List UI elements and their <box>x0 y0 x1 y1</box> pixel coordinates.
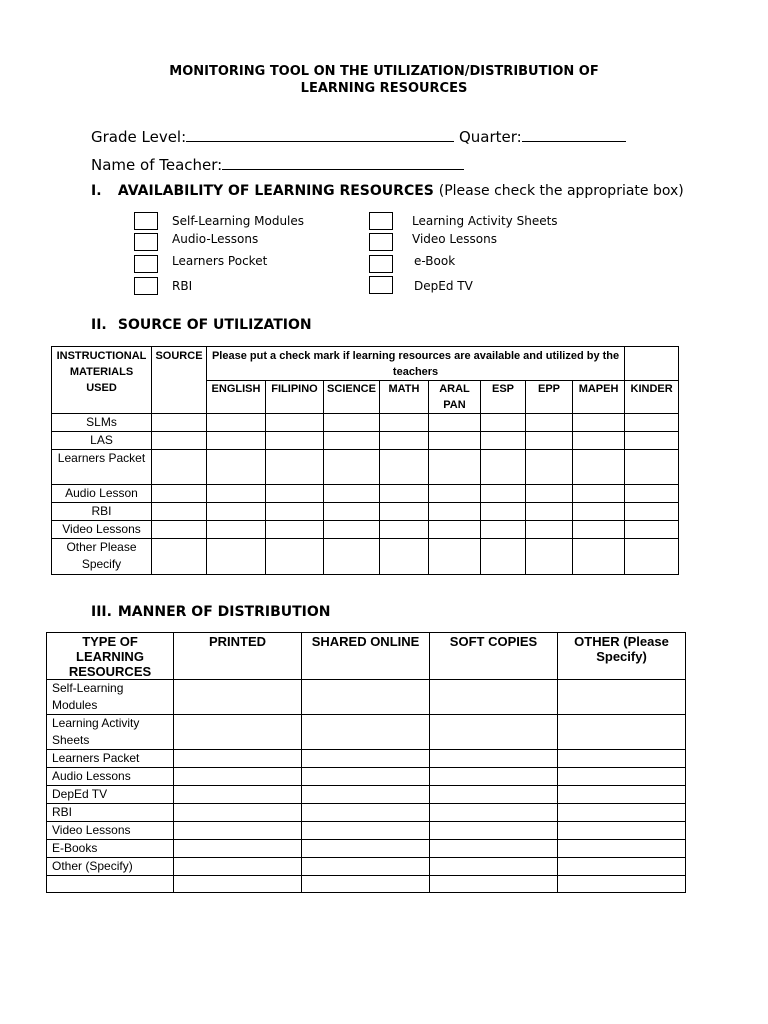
title-line-1: MONITORING TOOL ON THE UTILIZATION/DISTRIBUTION OF <box>169 64 599 79</box>
checkbox-label: e-Book <box>414 254 456 268</box>
grade-quarter-line <box>91 127 626 146</box>
row-label: Video Lessons <box>47 822 174 840</box>
column-header-materials: INSTRUCTIONAL MATERIALS USED <box>52 347 152 414</box>
row-label: Learning Activity Sheets <box>47 715 174 750</box>
table-row <box>47 858 686 876</box>
checkbox-video-lessons[interactable] <box>369 233 393 251</box>
column-header: SOFT COPIES <box>430 633 558 680</box>
table-row <box>47 876 686 893</box>
checkbox-rbi[interactable] <box>134 277 158 295</box>
column-header-instruction: Please put a check mark if learning resources are available and utilized by the teachers <box>207 347 625 381</box>
row-label: DepEd TV <box>47 786 174 804</box>
section-2-title: SOURCE OF UTILIZATION <box>117 317 312 333</box>
subject-header: FILIPINO <box>266 381 324 414</box>
column-header-source: SOURCE <box>152 347 207 414</box>
checkbox-e-book[interactable] <box>369 255 393 273</box>
subject-header: ESP <box>481 381 526 414</box>
section-1-heading <box>91 183 684 199</box>
table-header-row <box>52 347 679 381</box>
section-2-number: II. <box>91 317 107 333</box>
row-label: Video Lessons <box>52 521 152 539</box>
section-3-title: MANNER OF DISTRIBUTION <box>117 604 331 620</box>
checkbox-audio-lessons[interactable] <box>134 233 158 251</box>
row-label: Audio Lessons <box>47 768 174 786</box>
table-row <box>47 786 686 804</box>
table-row <box>47 840 686 858</box>
section-1-title: AVAILABILITY OF LEARNING RESOURCES <box>117 183 434 199</box>
title-line-2: LEARNING RESOURCES <box>300 81 468 96</box>
row-label: E-Books <box>47 840 174 858</box>
table-row <box>52 485 679 503</box>
table-row <box>47 804 686 822</box>
checkbox-label: DepEd TV <box>414 279 473 293</box>
section-1-number: I. <box>91 183 102 199</box>
table-row <box>52 432 679 450</box>
checkbox-label: Video Lessons <box>412 232 497 246</box>
row-label: Other (Specify) <box>47 858 174 876</box>
checkbox-label: RBI <box>172 279 193 293</box>
row-label: Audio Lesson <box>52 485 152 503</box>
table-row <box>47 715 686 750</box>
table-row <box>52 521 679 539</box>
row-label: SLMs <box>52 414 152 432</box>
quarter-blank[interactable] <box>522 127 626 142</box>
subject-header: MAPEH <box>573 381 625 414</box>
checkbox-learners-pocket[interactable] <box>134 255 158 273</box>
row-label <box>47 876 174 893</box>
column-header: TYPE OF LEARNING RESOURCES <box>47 633 174 680</box>
column-header: PRINTED <box>174 633 302 680</box>
table-row <box>52 503 679 521</box>
manner-distribution-table <box>46 632 686 893</box>
checkbox-label: Self-Learning Modules <box>172 214 305 228</box>
row-label: RBI <box>52 503 152 521</box>
grade-level-label: Grade Level: <box>91 128 187 146</box>
header-empty-cell <box>625 347 679 381</box>
grade-level-blank[interactable] <box>186 127 454 142</box>
section-1-note: (Please check the appropriate box) <box>438 183 684 199</box>
row-label: Other Please Specify <box>52 539 152 575</box>
section-3-heading <box>91 604 331 620</box>
table-row <box>47 750 686 768</box>
checkbox-label: Learning Activity Sheets <box>412 214 558 228</box>
teacher-blank[interactable] <box>222 155 464 170</box>
subject-header: KINDER <box>625 381 679 414</box>
table-row <box>47 822 686 840</box>
column-header: SHARED ONLINE <box>302 633 430 680</box>
source-utilization-table <box>51 346 679 575</box>
table-header-row <box>47 633 686 680</box>
checkbox-learning-activity-sheets[interactable] <box>369 212 393 230</box>
checkbox-self-learning-modules[interactable] <box>134 212 158 230</box>
row-label: Self-Learning Modules <box>47 680 174 715</box>
section-2-heading <box>91 317 312 333</box>
subject-header: EPP <box>526 381 573 414</box>
column-header: OTHER (Please Specify) <box>558 633 686 680</box>
page-title <box>0 63 768 97</box>
table-row <box>52 539 679 575</box>
table-row <box>47 680 686 715</box>
row-label: Learners Packet <box>52 450 152 485</box>
subject-header: MATH <box>380 381 429 414</box>
teacher-line <box>91 155 464 174</box>
section-3-number: III. <box>91 604 112 620</box>
checkbox-label: Learners Pocket <box>172 254 268 268</box>
subject-header: ENGLISH <box>207 381 266 414</box>
table-row <box>47 768 686 786</box>
table-row <box>52 414 679 432</box>
checkbox-deped-tv[interactable] <box>369 276 393 294</box>
table-row <box>52 450 679 485</box>
row-label: RBI <box>47 804 174 822</box>
row-label: Learners Packet <box>47 750 174 768</box>
subject-header: SCIENCE <box>324 381 380 414</box>
row-label: LAS <box>52 432 152 450</box>
teacher-label: Name of Teacher: <box>91 156 223 174</box>
quarter-label: Quarter: <box>458 128 522 146</box>
subject-header: ARAL PAN <box>429 381 481 414</box>
checkbox-label: Audio-Lessons <box>172 232 259 246</box>
